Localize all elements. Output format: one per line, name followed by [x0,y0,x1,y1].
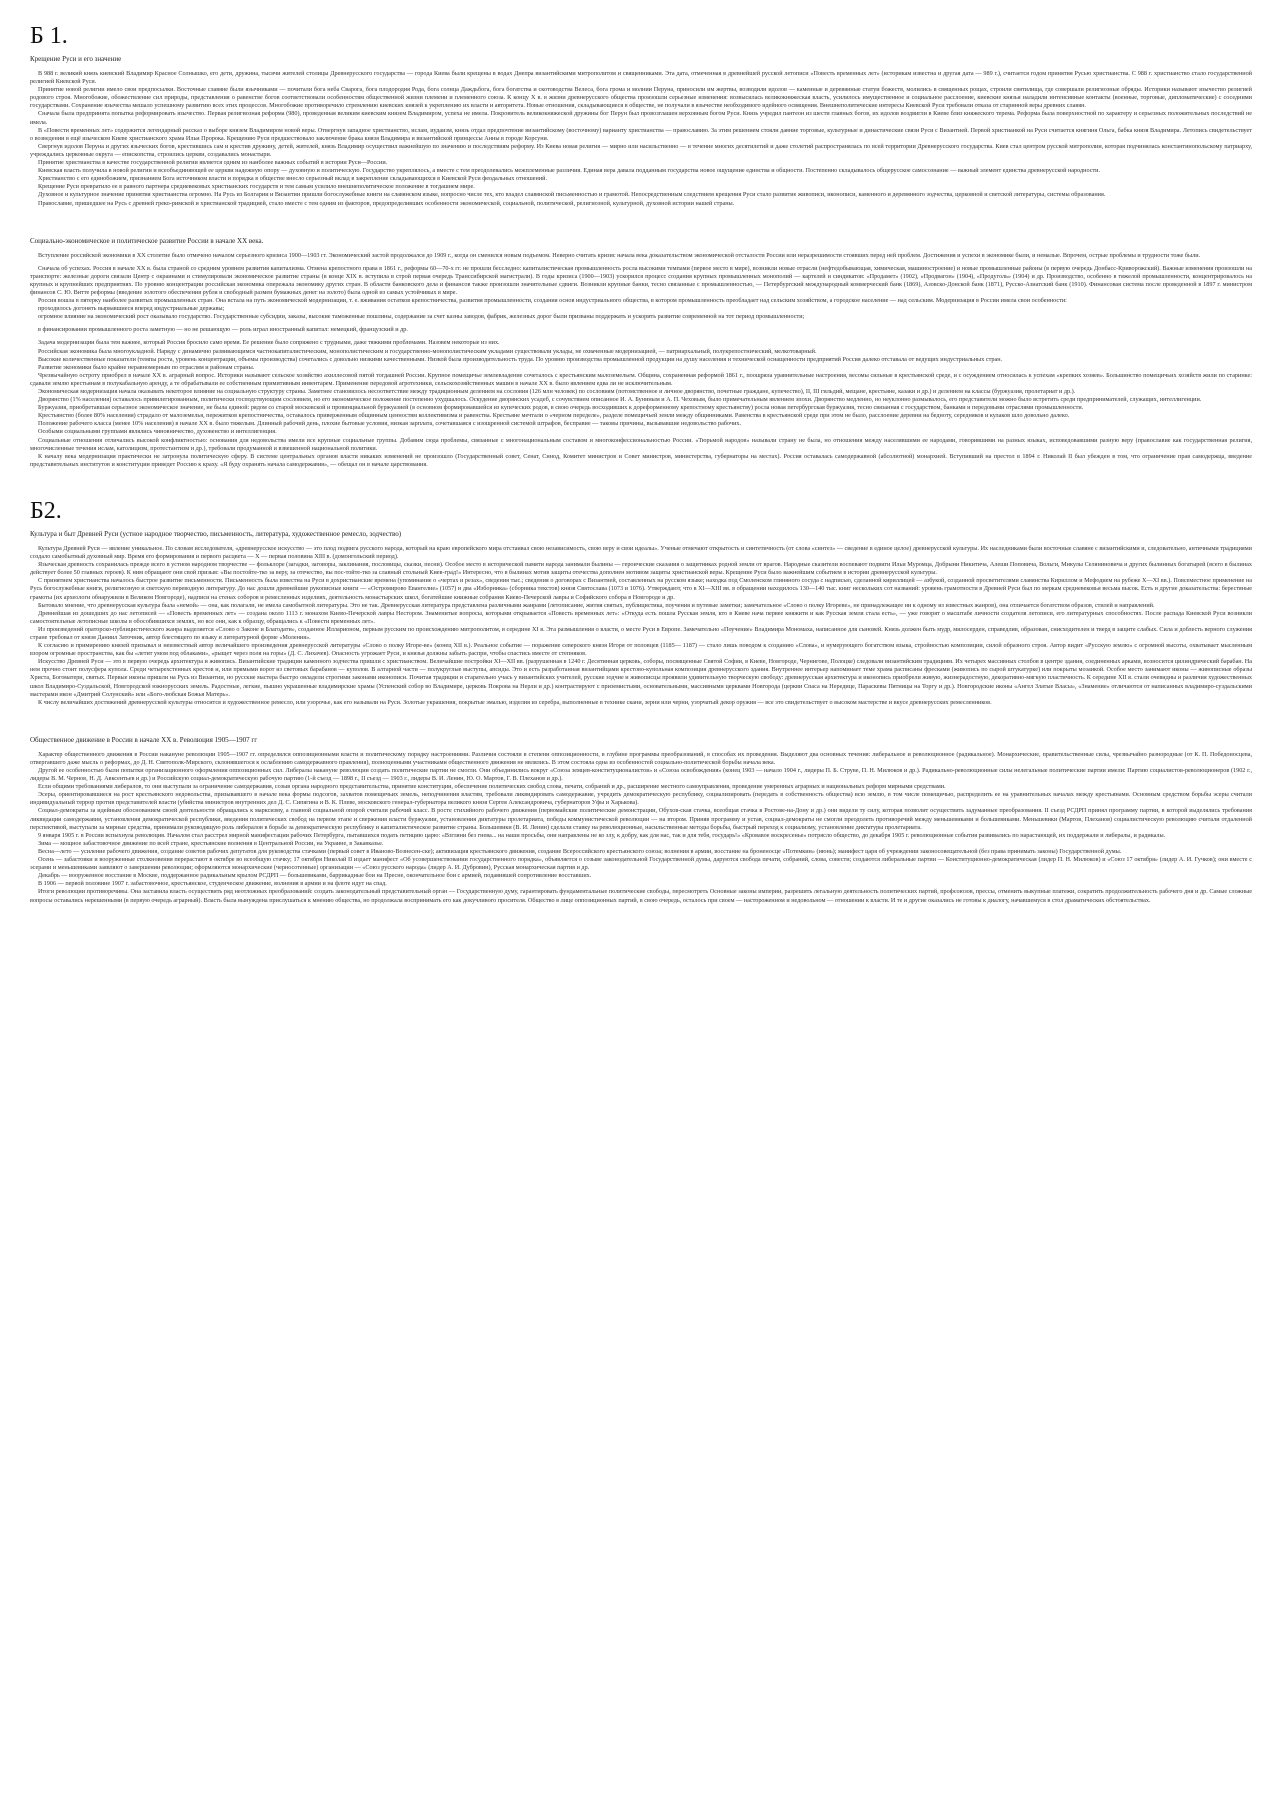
paragraph: Бытовало мнение, что древнерусская культура была «немой» — она, как полагали, не имела самобытной литературы. Это не так. Древнерусская литература представлена различными жанрами (летописание, жития святых, публицистика, поучения и путевые заметки; замечательное «Слово о полку Игореве», не принадлежащее ни к одному из известных жанров), она отличается богатством образов, стилей и направлений. [38,601,1155,609]
paragraph: Дворянство (1% населения) оставалось привилегированным, политически господствующим сословием, но его экономическое положение постепенно ухудшалось. Оскудение дворянских усадеб, с сочувствием описанное И. А. Буниным и А. П. Чеховым, было примечательным явлением эпохи. Дворянство медленно, но неуклонно размывалось, его представители можно было встретить среди предпринимателей, служащих, интеллигенции. [38,396,1202,404]
paragraph: Вступление российской экономики в XX столетие было отмечено началом серьезного кризиса 1900—1903 гг. Экономический застой продолжался до 1909 г., когда он сменился новым подъемом. Неверно считать кризис начала века доказательством экономической отсталости России или неразрешимости стоявших перед ней проблем. Достижения и успехи в экономике были, и немалые. Впрочем, острые проблемы и трудности тоже были. [38,251,1201,259]
ticket-2-topic-2-body [30,751,1252,905]
paragraph: Культура Древней Руси — явление уникальное. По словам исследователя, «древнерусское искусство — это плод подвига русского народа, который на краю европейского мира отстаивал свою независимость, свою веру и свои идеалы». Ученые отмечают открытость и синтетичность (от слова «синтез» — сведение в единое целое) древнерусской культуры. Их наследниками были восточные славяне с византийскими и, следовательно, античными традициями создало самобытный духовный мир. Время его формирования и первого расцвета — X — первая половина XIII в. (домонгольский период). [30,544,1252,561]
ticket-1-topic-1-body [30,70,1252,208]
paragraph: Экономическая модернизация начала оказывать некоторое влияние на социальную структуру страны. Заметнее становилось несоответствие между традиционным делением на сословия (126 млн человек) по сословиям (потомственное и личное дворянство, почетные граждане, купечество), II, III гильдий, мещане, крестьяне, казаки и др.) и делением на классы (буржуазия, пролетариат и др.). [38,388,1076,395]
paragraph: Россия вошла в пятерку наиболее развитых промышленных стран. Она встала на путь экономической модернизации, т. е. вживания остатков крепостничества, развития промышленности, создания основ индустриального общества, в котором промышленность преобладает над сельским хозяйством, а городское население — над сельским. Модернизация в России имела свои особенности: [38,297,1067,305]
paragraph: Другой ее особенностью были попытки организационного оформления оппозиционных сил. Либералы накануне революции создать политические партии не смогли. Они объединились вокруг «Союза земцев-конституционалистов» и «Союза освобождения» (конец 1903 — начало 1904 г., лидеры П. Б. Струве, П. Н. Милюков и др.). Радикально-революционные силы нелегальные политические партии имели: Партию социалистов-революционеров (1902 г., лидеры В. М. Чернов, Н. Д. Авксентьев и др.) и Российскую социал-демократическую рабочую партию (1-й съезд — 1898 г., II съезд — 1903 г., лидеры В. И. Ленин, Ю. О. Мартов, Г. В. Плеханов и др.). [30,767,1252,783]
paragraph: В 1906 — первой половине 1907 г. забастовочное, крестьянское, студенческое движение, волнения в армии и на флоте идут на спад. [38,880,387,888]
ticket-2-topic-1-heading: Культура и быт Древней Руси (устное народное творчество, письменность, литература, художественное ремесло, зодчество) [30,529,402,538]
paragraph: в финансировании промышленного роста заметную — но не решающую — роль играл иностранный капитал: немецкий, французский и др. [38,326,408,334]
paragraph: Свергнув идолов Перуна и других языческих богов, крестившись сам и крестив дружину, детей, жителей, князь Владимир осуществил важнейшую по значению и последствиям реформу. Из Киева новая религия — мирно или насильственно — в течение многих десятилетий и даже столетий распространялась по всей территории Древнерусского государства. Киев стал центром русской митрополии, которая подчинялась константинопольскому патриарху, учреждались церковные округа — епископства, строились церкви, создавались монастыри. [30,142,1252,158]
paragraph: Древнейшая из дошедших до нас летописей — «Повесть временных лет» — создана около 1113 г. монахом Киево-Печерской лавры Нестором. Знаменитые вопросы, которыми открывается «Повесть временных лет»: «Откуда есть пошла Русская земля, кто в Киеве нача первее княжити и как Русская земля стала есть», — уже говорят о масштабе личности создателя летописи, его литературных способностях. После распада Киевской Руси возникли самостоятельные летописные школы в обособившихся землях, но все они, как к образцу, обращались к «Повести временных лет». [30,609,1252,625]
paragraph: Киевская власть получила в новой религии и всеобъединяющей ее церкви надежную опору — духовную и политическую. Государство укреплялось, а вместе с тем преодолевались межплеменные различия. Единая вера давала подданным государства новое ощущение единства и общности. Постепенно складывалось общерусское самосознание — важный элемент единства древнерусской народности. [38,167,1101,175]
paragraph: Искусство Древней Руси — это в первую очередь архитектура и живопись. Византийские традиции каменного зодчества пришли с христианством. Величайшие постройки XI—XII вв. (разрушенная в 1240 г. Десятинная церковь, соборы, посвященные Святой Софии, в Киеве, Новгороде, Чернигове, Полоцке) следовали византийским традициям. Их четырех массивных столбов в центре здания, соединенных арками, возносится цилиндрический барабан. На нем прочно стоит полусфера купола. Среди четырехстенных крестов и, или прямыми ворот из световых барабанов — куполов. В алтарной части — полукруглые выступы, апсиды. Это и есть разработанная византийцами крестово-купольная композиция древнерусского здания. Внутреннее интерьер напоминает теме храма расписаны фресками (живопись по сырой штукатурке) или покрыты мозаикой. Особое место занимают иконы — живописные образы Христа, Богоматери, святых. Первые иконы пришли на Русь из Византии, но русские мастера быстро овладели строгими законами иконописи. Почитая традиции и старательно учась у византийских учителей, русские зодчие и живописцы проявили удивительную творческую свободу: древнерусская архитектура и иконопись приобрели живую, жизнерадостную, декоративно-мягкую пластичность. К середине XII в. стали очевидны и различия художественных школ Владимиро-Суздальской, Новгородской южнорусских земель. Радостные, легкие, пышно украшенные владимирские храмы (Успенский собор во Владимире, церковь Покрова на Нерли и др.) контрастируют с приземистыми, основательными, массивными церквами Новгорода (церкви Спаса на Нередице, Параскевы Пятницы на Торгу и др.). Новгородские иконы «Ангел Златые Власы», «Знамение» отличаются от написанных владимиро-суздальскими мастерами икон «Дмитрий Солунский» или «Бого-любская Божья Матерь». [30,658,1252,698]
paragraph: Духовное и культурное значение принятия христианства огромно. На Русь из Болгарии и Византии пришли богослужебные книги на славянском языке, вопросно числе тех, кто владел славянской письменностью и грамотой. Непосредственным следствием крещения Руси стало развитие живописи, иконописи, каменного и деревянного зодчества, церковной и светской литературы, системы образования. [38,191,1106,199]
paragraph: В 988 г. великий князь киевский Владимир Красное Солнышко, его дети, дружина, тысячи жителей столицы Древнерусского государства — города Киева были крещены в водах Днепра византийскими митрополитом и священниками. Эта дата, отмеченная в древнейшей русской летописи «Повесть временных лет» (историкам известна и другая дата — 989 г.), считается годом принятия Русью христианства. С 988 г. христианство стало государственной религией Киевской Руси. [30,70,1252,86]
paragraph: Российская экономика была многоукладной. Наряду с динамично развивающимся частнокапиталистическим, монополистическим и государственно-монополистическим укладами существовали уклады, не охваченные модернизацией, — патриархальный, полукрепостнический, мелкотоварный. [38,347,817,355]
ticket-2-topic-2-heading: Общественное движение в России в начале XX в. Революция 1905—1907 гг [30,735,258,744]
paragraph: Эсеры, ориентировавшиеся на рост крестьянского недовольства, призывавшего в начале века формы подсогов, захватов помещичьих земель, неподчинения властям, требовали ликвидировать самодержавие, учредить демократическую республику, социализировать (передать в собственность общества) всю землю, в том числе помещичью, распределить ее на уравнительных началах между крестьянами. Основным средством борьбы эсеры считали индивидуальный террор против представителей власти (убийства министров внутренних дел Д. С. Сипягина и В. К. Плеве, московского генерал-губернатора великого князя Сергея Александровича, губернаторов Уфы и Харькова). [30,791,1252,807]
paragraph: Зима — мощное забастовочное движение по всей стране, крестьянские волнения в Центральной России, на Украине, в Закавказье. [38,839,384,847]
paragraph: К началу века модернизация практически не затронула политическую сферу. В системе центральных органов власти никаких изменений не произошло (Государственный совет, Сенат, Синод, Комитет министров и Совет министров, министерства, губернаторы на местах). Россия оставалась самодержавной (абсолютной) монархией. Вступивший на престол в 1894 г. Николай II был убежден в том, что ограничение прав самодержца, введение представительных институтов и конституции приведет Россию к краху. «Я буду охранять начала самодержавия», — обещал он в начале царствования. [30,452,1252,468]
paragraph: Осень — забастовки и вооруженные столкновения перерастают в октябре во всеобщую стачку; 17 октября Николай II издает манифест «Об усовершенствовании государственного порядка», объявляется о созыве законодательной Государственной думы, даруются свобода печати, собраний, слова, совести; создаются либеральные партии — Конституционно-демократическая (лидер П. Н. Милюков) и «Союз 17 октября» (лидер А. И. Гучков); они вместе с эсерами и меньшевиками заявляют о завершении революции; оформляются монархические (черносотенные) организации — «Союз русского народа» (лидер А. И. Дубровин), Русская монархическая партия и др. [30,856,1252,872]
paragraph: Сначала об успехах. Россия в начале XX в. была страной со средним уровнем развития капитализма. Отмена крепостного права в 1861 г., реформы 60—70-х гг. не прошли бесследно: капиталистическая промышленность росла высокими темпами (первое место в мире), возникли новые отрасли (нефтедобывающая, химическая, машиностроение) и новые промышленные районы (в первую очередь Донбасс-Криворожский). Важные изменения произошли на транспорте: железные дороги связали Центр с окраинами и стимулировали экономическое развитие страны (в конце XIX в. вступила в строй первая очередь Транссибирской магистрали). В годы кризиса (1900—1903) ускорился процесс создания крупных промышленных монополий — картелей и синдикатов: «Продамет» (1902), «Продвагон» (1904), «Продуголь» (1904) и др. Производство, особенно в тяжелой промышленности, концентрировалось на крупных и крупнейших предприятиях. По уровню концентрации российская экономика опережала экономику других стран. В области банковского дела и финансов также произошли значительные сдвиги. Возникли крупные банки, тесно связанные с промышленностью, — Петербургский международный коммерческий банк (1869), Азовско-Донской банк (1871), Русско-Азиатский банк (1910). Финансовая система после проведенной в 1897 г. министром финансов С. Ю. Витте реформы (введение золотого обеспечения рубля и свободный размен бумажных денег на золото) была одной из самых устойчивых в мире. [30,264,1252,296]
paragraph: Задача модернизации была тем важнее, который Россия бросило само время. Ее решение было сопряжено с трудными, даже тяжкими проблемами. Назовем некоторые из них. [38,339,500,347]
paragraph: Принятие новой религии имело свои предпосылки. Восточные славяне были язычниками — почитали бога неба Сварога, бога плодородия Рода, бога солнца Даждьбога, бога богатства и скотоводства Велеса, бога грома и молнии Перуна, приносили им жертвы, возводили идолов — каменные и деревянные статуи божеств, молились в священных рощах, строили святилища, где совершали религиозные обряды. Историки называют язычество религией родового строя. Многобожие, обожествление сил природы, представления о равенстве богов соответствовали особенностям общественной жизни племени и племенного союза. К концу X в. в жизни древнерусского общества произошли серьезные изменения: возвысилась великокняжеская власть, усилилось имущественное и социальное расслоение, киевские князья наладили интенсивные контакты (военные, торговые, дипломатические) с соседними государствами. Сохранение язычества мешало успешному развитию всех этих процессов. Многобожие противоречило стремлению киевских князей к укреплению их власти и авторитета. Новые отношения, складывающиеся в обществе, не получали в язычестве необходимого идейного освящения. Внешнеполитические интересы Киевской Руси требовали отказа от старинной веры древних славян. [30,86,1252,110]
paragraph: В «Повести временных лет» содержится легендарный рассказ о выборе князем Владимиром новой веры. Отвергнув западное христианство, ислам, иудаизм, князь отдал предпочтение византийскому (восточному) варианту христианства — православию. За этим решением стояли давние торговые, культурные и династические связи Руси с Византией. Первой христианкой на Руси считается княгиня Ольга, бабка князя Владимира. Летопись свидетельствует о возведении в ещё языческом Киеве христианского храма Ильи Пророка. Крещению Руси предшествовало заключение брака князя Владимира и византийской принцессы Анны в городе Корсуни. [30,126,1252,142]
paragraph: Итоги революции противоречивы. Она заставила власть осуществить ряд неотложных преобразований: создать законодательный представительный орган — Государственную думу, гарантировать фундаментальные политические свободы, пересмотреть Основные законы империи, разрешить легальную деятельность политических партий, профсоюзов, прессы, отменить выкупные платежи, сократить продолжительность рабочего дня и др. Самые сложные вопросы оставались нерешенными (в первую очередь аграрный). Власть была вынуждена прислушаться к мнению общества, но продолжала воспринимать его как докучливого просителя. Общество в лице оппозиционных партий, в свою очередь, осталось при своем — настороженном и недовольном — отношении к власти. И те и другие оказались не готовы к диалогу, начавшемуся в стол драматических обстоятельствах. [30,888,1252,904]
ticket-2-title: Б2. [30,497,62,524]
paragraph: Православие, пришедшее на Русь с древней греко-римской и христианской традицией, стало вместе с тем одним из факторов, предопределивших особенности экономической, социальной, политической, религиозной, культурной, духовной истории нашей страны. [38,199,735,207]
paragraph: К числу величайших достижений древнерусской культуры относится и художественное ремесло, или узорочье, как его называли на Руси. Золотые украшения, покрытые эмалью, изделия из серебра, выполненные в технике скани, зерни или черни, узорчатый декор оружия — все это свидетельствует о высоком мастерстве и вкусе древнерусских ремесленников. [38,698,992,706]
paragraph: Сначала была предпринята попытка реформировать язычество. Первая религиозная реформа (980), проведенная великим киевским князем Владимиром, успеха не имела. Покровитель великокняжеской дружины бог Перун был провозглашен верховным богом Руси. Князь учредил пантеон из шести главных богов, их идолов воздвигли в Киеве близ княжеского терема. Реформа была поверхностной по характеру и серьезных положительных последствий не имела. [30,110,1252,126]
paragraph: Если общими требованиями либералов, то они выступали за ограничение самодержавия, созыв органа народного представительства, принятие конституции, обеспечение политических свобод слова, печати, собраний и др., расширение местного самоуправления, проведение умеренных аграрных и национальных реформ мирными средствами. [38,783,946,791]
ticket-1-topic-1-heading: Крещение Руси и его значение [30,55,122,63]
document-page [30,22,1252,905]
paragraph: Крестьянство (более 80% населения) страдало от малоземелья, пережитков крепостничества, оставалось приверженным общинным ценностям коллективизма и равенства. Крестьяне мечтали о «черном переделе», разделе помещичьей земли между общинниками. Равенства в крестьянской среде при этом не было, расслоение деревни на бедноту, середняков и кулаков шло довольно далеко. [38,412,1070,420]
paragraph: Развитие экономики было крайне неравномерным по отраслям и районам страны. [38,363,255,371]
paragraph: Крещение Руси превратило ее в равного партнера средневековых христианских государств и тем самым усилило внешнеполитическое положение в тогдашнем мире. [38,183,475,191]
paragraph: проходилось догонять вырвавшиеся вперед индустриальные державы; [38,305,225,313]
paragraph: К согласию и примирению князей призывал и неизвестный автор величайшего произведения древнерусской литературы «Слово о полку Игоре-ве» (конец XII в.). Реальное событие — поражение северского князя Игоря от половцев (1185— 1187) — стало лишь поводом к созданию «Слова», и нумерующего богатством языка, стройностью композиции, силой образного строя. Автор видит «Русскую землю» с огромной высоты, охватывает мысленным взором огромные пространства, как бы «летит умом под облаками», «рыщет через поля на горы» (Д. С. Лихачев). Опасность угрожает Руси, и князья должны забыть распри, чтобы спастись вместе от степняков. [30,642,1252,658]
paragraph: Особыми социальными группами являлись чиновничество, духовенство и интеллигенция. [38,428,277,436]
paragraph: Чрезвычайную остроту приобрел в начале XX в. аграрный вопрос. Историки называют сельское хозяйство ахиллесовой пятой тогдашней России. Крупное помещичье землевладение сочеталось с крестьянским малоземельем. Община, сохраненная реформой 1861 г., поощряла уравнительные настроения, весомы сильные в крестьянской среде, и с осуждением относилась к успехам «крепких хозяев». Большинство помещичьих хозяйств жили по старинке: сдавали землю крестьянам в полукабальную аренду, а те обрабатывали ее собственным примитивным инвентарем. Применение передовой агротехники, сельскохозяйственных машин в начале XX в. было явлением едва ли не исключительным. [30,371,1252,387]
paragraph: Языческая древность сохранилась прежде всего в устном народном творчестве — фольклоре (загадки, заговоры, заклинания, пословицы, сказки, песни). Особое место в исторической памяти народа занимали былины — героические сказания о защитниках родной земли от врагов. Народные сказители воспевают подвиги Ильи Муромца, Добрыни Никитича, Алеши Поповича, Вольги, Микулы Селяниновича и других былинных богатырей (всего в былинах действует более 50 главных героев). К ним обращают они свой призыв: «Вы постойте-тко за веру, за отечество, вы пос-тойте-тко за славный стольный Киев-град!» Интересно, что в былинах мотив защиты отечества дополнен мотивом защиты христианской веры. Крещение Руси было важнейшим событием в истории древнерусской культуры. [30,561,1252,577]
paragraph: огромное влияние на экономический рост оказывало государство. Государственные субсидии, заказы, высокие таможенные пошлины, содержание за счет казны заводов, фабрик, железных дорог были призваны поддержать и ускорить развитие современной на тот период промышленности; [38,313,805,321]
paragraph: Социал-демократы за идейным обоснованием своей деятельности обращались к марксизму, а главной социальной опорой считали рабочий класс. В росте стихийного рабочего движения (первомайские политические демонстрации, Обухов-ская стачка, всеобщая стачка в Ростове-на-Дону и др.) они видели ту силу, которая позволит осуществить задуманные преобразования. II съезд РСДРП принял программу партии, в которой выделялись требования ликвидации самодержавия, установления демократической республики, введения политических свобод на первом этапе и свержения власти буржуазии, установления диктатуры пролетариата, победы коммунистической революции — на втором. Приняв программу и устав, социал-демократы не смогли преодолеть противоречий между меньшевиками и большевиками. Меньшевики (Мартов, Плеханов) социалистическую революцию считали отдаленной перспективой, выступали за мирные средства, принимали руководящую роль либералов в борьбе за демократическую республику и капиталистическое развитие страны. Большевики (В. И. Ленин) сделали ставку на революционные, насильственные методы борьбы, быстрый переход к социализму, установление диктатуры пролетариата. [30,807,1252,831]
paragraph: Буржуазия, приобретавшая серьезное экономическое значение, не была единой: рядом со старой московской и провинциальной буржуазией (в основном формировавшейся из купеческих родов, в свою очередь восходивших к дореформенному крепостному крестьянству) росла новая петербургская буржуазия, тесно связанная с государством, банками и передовыми отраслями промышленности. [38,404,1084,412]
ticket-1-title: Б 1. [30,23,68,49]
paragraph: Социальные отношения отличались высокой конфликтностью: основания для недовольства имели все крупные социальные группы. Добавим сюда проблемы, связанные с многонациональным составом и многоконфессиональностью России. «Тюрьмой народов» называли страну не была, но отношения между населявшими ее народами, говорившими на разных языках, исповедовавшими разную веру (православие как государственная религия, многочисленные течения ислам, католицизм, протестантизм и др.), требовали продуманной и взвешенной национальной политики. [30,436,1252,452]
paragraph: Декабрь — вооруженное восстание в Москве, поддержанное радикальным крылом РСДРП — большевиками, баррикадные бои на Пресне, окончательное бои с армией, подавившей сопротивление восставших. [38,872,592,880]
paragraph: Христианство с его единобожием, признанием Бога источником власти и порядка в обществе внесло серьезный вклад в закрепление складывающихся в Киевской Руси феодальных отношений. [38,175,547,183]
paragraph: Высокие количественные показатели (темпы роста, уровень концентрации, объемы производства) сочетались с довольно низкими качественными. Низкой была производительность труда. По уровню производства промышленной продукции на душу населения и технической оснащенности предприятий Россия далеко отставала от ведущих индустриальных стран. [38,355,1003,363]
ticket-1-topic-2-body [30,252,1252,469]
paragraph: Весна—лето — усиление рабочего движения, создание советов рабочих депутатов для руководства стачками (первый совет в Иваново-Вознесен-ске); активизация крестьянского движения, создание Всероссийского крестьянского союза; волнения в армии, восстание на броненосце «Потемкин» (июнь); манифест царя об учреждении законосовещательной (без права принимать законы) Государственной думы. [38,847,1122,855]
paragraph: 9 января 1905 г. в России вспыхнула революция. Началом стал расстрел мирной манифестации рабочих Петербурга, пытавшихся подать петицию царю: «Взгляни без гнева... на наши просьбы, они направлены не ко злу, к добру, как для нас, так и для тебя, государь!» «Кровавое воскресенье» потрясло общество, до декабря 1905 г. революционные события развивались по нарастающей, их поддержали и либералы, и радикалы. [38,831,1166,839]
ticket-2-topic-1-body [30,545,1252,707]
ticket-1-topic-2-heading: Социально-экономическое и политическое развитие России в начале XX века. [30,236,264,245]
paragraph: Принятие христианства в качестве государственной религии является одним из наиболее важных событий в истории Руси—России. [38,159,388,167]
paragraph: Из произведений ораторско-публицистического жанра выделяется «Слово о Законе и Благодати», созданное Илларионом, первым русским по происхождению митрополитом, в середине XI в. Эта размышления о власти, о месте Руси в Европе. Замечательно «Поучение» Владимира Мономаха, написанное для сыновей. Князь должен быть мудр, милосерден, справедлив, образован, снисходителен и тверд в защите слабых. Сила и доблесть верного служения стране требовал от князя Даниил Заточник, автор блестящего по языку и литературной форме «Моления». [30,625,1252,641]
paragraph: С принятием христианства началось быстрое развитие письменности. Письменность была известна на Руси в дохристианские времена (упоминание о «чертах и резах», сведения тыс.; сведения о договорах с Византией, составленных на русском языке; находка под Смоленском глиняного сосуда с надписью, сделанной кириллицей — азбукой, созданной просветителями славянства Кириллом и Мефодием на рубеже X—XI вв.). Повсеместное применение на Русь богослужебные книги, религиозную и светскую переводную литературу. До нас дошли древнейшие рукописные книги — «Остромирово Евангелие» (1057) и два «Изборника» (сборника текстов) князя Святослава (1073 и 1076). Утверждают, что в XI—XIII вв. в обращении находилось 130—140 тыс. книг нескольких сот названий: уровень грамотности в Древней Руси был по меркам средневековья весьма высок. Есть и другие доказательства: берестяные грамоты (их археологи обнаружили в Великом Новгороде), надписи на стенах соборов и ремесленных изделиях, деятельность монастырских школ, богатейшие книжные собрания Киево-Печерской лавры и Софийского собора в Новгороде и др. [30,577,1252,601]
paragraph: Положение рабочего класса (менее 10% населения) в начале XX в. было тяжелым. Длинный рабочий день, плохие бытовые условия, низкая зарплата, сочетавшаяся с изощренной системой штрафов, бесправие — таковы причины, вызывавшие недовольство рабочих. [38,420,742,428]
paragraph: Характер общественного движения в России накануне революции 1905—1907 гг. определялся оппозиционными власти и политическому порядку настроениями. Различия состояли в степени оппозиционности, в глубине программы преобразований, в способах их проведения. Выделяют два основных течения: либеральное и революционное (радикальное). Монархические, правительственные силы, чрезвычайно разнородные (от К. П. Победоносцева, отвергавшего даже мысль о реформах, до Д. Н. Святополк-Мирского, склонявшегося к ослаблению самодержавного правления), полноценными участниками общественного движения не являлись. В этом состояла одна из особенностей социально-политической борьбы начала века. [30,750,1252,766]
